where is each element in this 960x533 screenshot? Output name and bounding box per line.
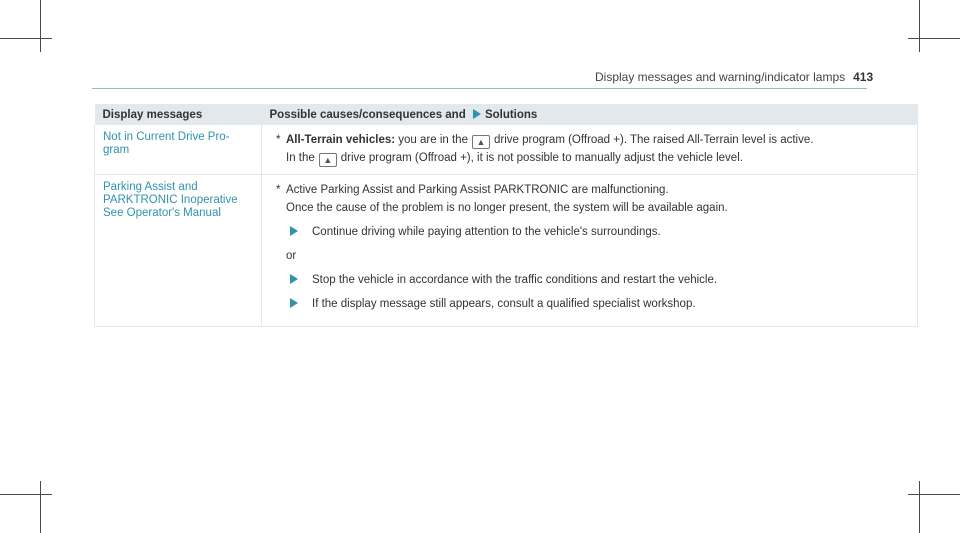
cause-line <box>276 181 909 199</box>
solution-step <box>276 223 909 241</box>
offroad-drive-program-icon: ▲ <box>319 153 337 167</box>
display-message-cell <box>95 125 262 175</box>
header-rule <box>92 88 867 89</box>
play-triangle-icon <box>290 274 298 284</box>
crop-mark <box>919 481 920 533</box>
cause-line: Once the cause of the problem is no longer present, the system will be available again. <box>286 202 728 214</box>
display-message-line: Not in Current Drive Pro- <box>103 131 230 143</box>
display-message-line: Parking Assist and <box>103 181 198 193</box>
offroad-drive-program-icon: ▲ <box>472 135 490 149</box>
play-triangle-icon <box>290 226 298 236</box>
play-triangle-icon <box>290 298 298 308</box>
cause-bold-lead: All-Terrain vehicles: <box>286 134 396 146</box>
display-message-line: PARKTRONIC Inoperative <box>103 194 238 206</box>
crop-mark <box>908 38 960 39</box>
column-header-display-messages: Display messages <box>95 104 262 125</box>
cause-text: drive program (Offroad +). The raised All-Terrain level is active. <box>493 134 814 146</box>
cause-text: In the <box>286 152 315 164</box>
table-row <box>95 175 918 327</box>
column-header-causes-text: Possible causes/consequences and <box>269 108 466 121</box>
bullet-marker: * <box>276 134 281 146</box>
solution-text: Continue driving while paying attention to the vehicle's surroundings. <box>312 226 661 238</box>
solution-step <box>276 295 909 313</box>
play-triangle-icon <box>473 109 481 119</box>
causes-solutions-cell <box>262 175 918 327</box>
cause-text: drive program (Offroad +), it is not possible to manually adjust the vehicle level. <box>340 152 743 164</box>
page-header-title: Display messages and warning/indicator lamps <box>595 70 846 84</box>
or-text: or <box>286 250 297 262</box>
crop-mark <box>0 38 52 39</box>
table-row <box>95 125 918 175</box>
causes-solutions-cell <box>262 125 918 175</box>
solution-text: If the display message still appears, consult a qualified specialist workshop. <box>312 298 696 310</box>
solution-text: Stop the vehicle in accordance with the traffic conditions and restart the vehicle. <box>312 274 718 286</box>
page-header <box>595 70 874 84</box>
column-header-causes-solutions <box>262 104 918 125</box>
column-header-solutions-text: Solutions <box>484 108 538 121</box>
cause-text: Active Parking Assist and Parking Assist PARKTRONIC are malfunctioning. <box>286 184 669 196</box>
page-number: 413 <box>853 70 874 84</box>
display-message-cell <box>95 175 262 327</box>
crop-mark <box>919 0 920 52</box>
solution-step <box>276 271 909 289</box>
bullet-marker: * <box>276 184 281 196</box>
display-message-line: See Operator's Manual <box>103 207 221 219</box>
cause-text: you are in the <box>398 134 468 146</box>
crop-mark <box>0 494 52 495</box>
cause-line <box>276 131 909 149</box>
crop-mark <box>908 494 960 495</box>
crop-mark <box>40 0 41 52</box>
display-message-line: gram <box>103 144 130 156</box>
display-messages-table <box>94 104 918 327</box>
cause-line <box>276 149 909 167</box>
table-header-row <box>95 104 918 125</box>
crop-mark <box>40 481 41 533</box>
